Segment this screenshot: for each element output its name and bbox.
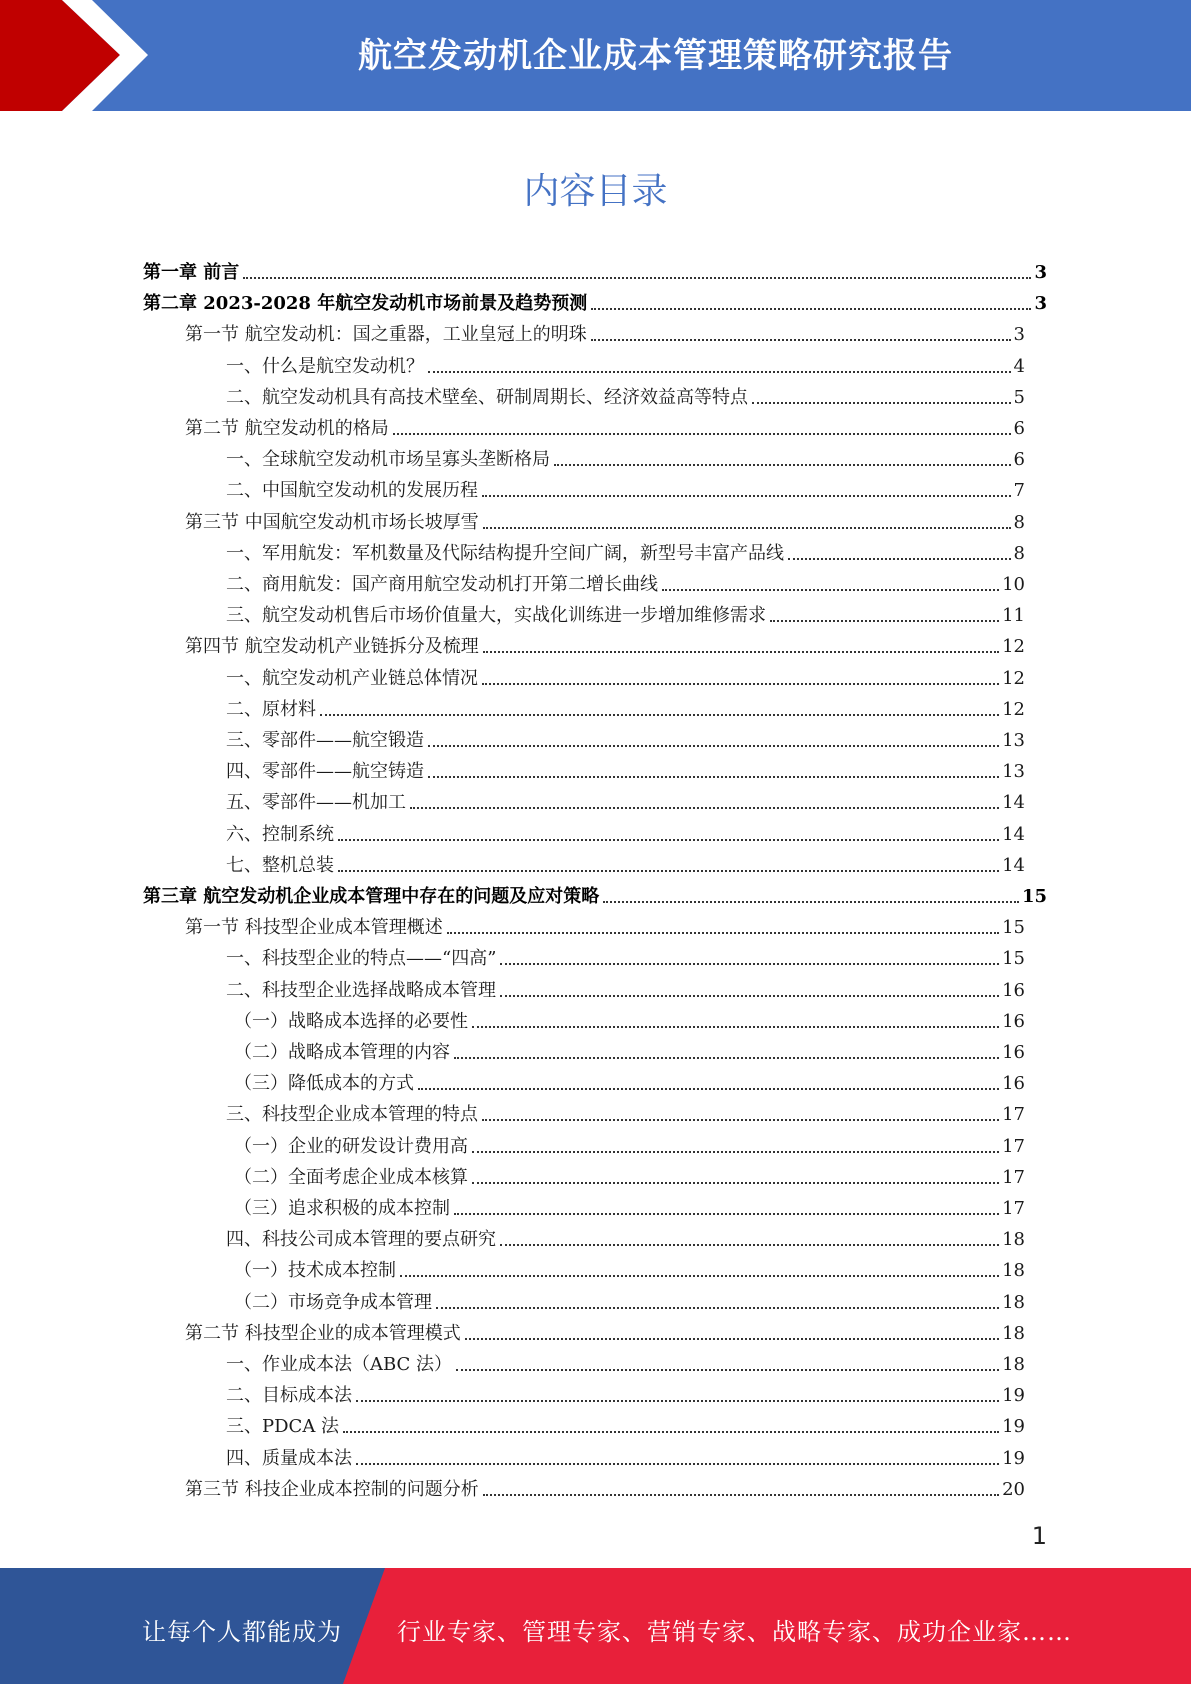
toc-section-row[interactable] xyxy=(226,783,1025,814)
toc-entry-title: （二）战略成本管理的内容 xyxy=(234,1042,450,1063)
toc-entry-page: 3 xyxy=(1013,324,1025,346)
toc-entry-page: 12 xyxy=(1002,667,1025,689)
toc-entry-title: 第四节 航空发动机产业链拆分及梳理 xyxy=(185,636,479,658)
toc-entry-page: 18 xyxy=(1002,1291,1025,1313)
toc-dot-leader xyxy=(500,995,999,997)
toc-heading: 内容目录 xyxy=(523,171,668,212)
toc-chapter-row[interactable] xyxy=(143,284,1047,315)
toc-entry-page: 11 xyxy=(1002,605,1025,627)
toc-section-row[interactable] xyxy=(226,690,1025,721)
toc-dot-leader xyxy=(243,277,1031,279)
toc-section-row[interactable] xyxy=(226,378,1025,409)
toc-section-row[interactable] xyxy=(234,1251,1025,1282)
toc-entry-page: 17 xyxy=(1002,1198,1025,1219)
toc-section-row[interactable] xyxy=(226,1220,1025,1251)
report-title: 航空发动机企业成本管理策略研究报告 xyxy=(358,36,953,76)
toc-section-row[interactable] xyxy=(226,534,1025,565)
page-number: 1 xyxy=(1031,1522,1047,1550)
toc-entry-title: 二、航空发动机具有高技术壁垒、研制周期长、经济效益高等特点 xyxy=(226,386,748,408)
header-banner xyxy=(0,0,1191,111)
toc-entry-page: 12 xyxy=(1002,636,1025,658)
toc-entry-title: （二）市场竞争成本管理 xyxy=(234,1291,432,1313)
toc-dot-leader xyxy=(436,1307,999,1309)
toc-dot-leader xyxy=(483,651,999,653)
toc-entry-title: （一）企业的研发设计费用高 xyxy=(234,1135,468,1157)
toc-dot-leader xyxy=(343,1431,999,1433)
toc-dot-leader xyxy=(770,620,999,622)
toc-dot-leader xyxy=(788,558,1011,560)
toc-entry-page: 15 xyxy=(1021,886,1047,907)
toc-entry-title: 第一节 航空发动机：国之重器，工业皇冠上的明珠 xyxy=(185,324,587,346)
toc-dot-leader xyxy=(454,1213,999,1215)
toc-entry-page: 3 xyxy=(1034,293,1047,315)
toc-dot-leader xyxy=(465,1338,999,1340)
toc-entry-page: 5 xyxy=(1013,386,1025,408)
toc-section-row[interactable] xyxy=(226,846,1025,877)
toc-section-row[interactable] xyxy=(226,1345,1025,1376)
toc-section-row[interactable] xyxy=(226,1407,1025,1438)
toc-entry-title: 第一章 前言 xyxy=(143,262,240,283)
toc-dot-leader xyxy=(752,402,1011,404)
toc-entry-page: 16 xyxy=(1002,1042,1025,1063)
toc-dot-leader xyxy=(356,1400,999,1402)
toc-entry-page: 15 xyxy=(1002,948,1025,970)
toc-dot-leader xyxy=(400,1275,999,1277)
toc-entry-page: 17 xyxy=(1002,1166,1025,1188)
toc-entry-title: 四、质量成本法 xyxy=(226,1447,352,1469)
toc-entry-page: 18 xyxy=(1002,1229,1025,1251)
toc-entry-title: 第三节 科技企业成本控制的问题分析 xyxy=(185,1478,479,1500)
toc-section-row[interactable] xyxy=(226,659,1025,690)
toc-dot-leader xyxy=(410,807,999,809)
toc-dot-leader xyxy=(454,1057,999,1059)
toc-dot-leader xyxy=(393,433,1011,435)
toc-dot-leader xyxy=(472,1026,999,1028)
footer-banner xyxy=(0,1568,1191,1684)
toc-entry-title: （三）追求积极的成本控制 xyxy=(234,1198,450,1219)
toc-dot-leader xyxy=(591,308,1031,310)
toc-entry-page: 3 xyxy=(1034,262,1047,283)
toc-entry-title: 七、整机总装 xyxy=(226,854,334,876)
toc-entry-title: 一、全球航空发动机市场呈寡头垄断格局 xyxy=(226,449,550,471)
toc-entry-title: 第三节 中国航空发动机市场长坡厚雪 xyxy=(185,511,479,533)
toc-entry-page: 10 xyxy=(1002,574,1025,595)
toc-section-row[interactable] xyxy=(226,815,1025,846)
toc-entry-title: 第二章 2023-2028 年航空发动机市场前景及趋势预测 xyxy=(143,293,588,315)
toc-entry-title: 四、零部件——航空铸造 xyxy=(226,761,424,783)
toc-entry-page: 14 xyxy=(1002,823,1025,845)
toc-dot-leader xyxy=(482,495,1011,497)
toc-section-row[interactable] xyxy=(234,1033,1025,1064)
toc-dot-leader xyxy=(662,589,999,591)
toc-entry-title: 四、科技公司成本管理的要点研究 xyxy=(226,1229,496,1251)
toc-dot-leader xyxy=(447,932,999,934)
toc-dot-leader xyxy=(428,371,1011,373)
toc-chapter-row[interactable] xyxy=(143,877,1047,908)
toc-dot-leader xyxy=(428,776,999,778)
toc-section-row[interactable] xyxy=(185,908,1025,939)
toc-entry-title: 第二节 航空发动机的格局 xyxy=(185,418,389,439)
toc-entry-title: 第三章 航空发动机企业成本管理中存在的问题及应对策略 xyxy=(143,886,600,907)
toc-entry-title: 六、控制系统 xyxy=(226,823,334,845)
toc-section-row[interactable] xyxy=(226,939,1025,970)
toc-entry-title: 五、零部件——机加工 xyxy=(226,792,406,814)
toc-entry-title: 二、原材料 xyxy=(226,698,316,720)
toc-dot-leader xyxy=(483,527,1011,529)
toc-entry-page: 18 xyxy=(1002,1260,1025,1282)
toc-entry-page: 18 xyxy=(1002,1354,1025,1375)
toc-entry-page: 8 xyxy=(1013,542,1025,564)
toc-dot-leader xyxy=(456,1369,999,1371)
toc-dot-leader xyxy=(428,745,999,747)
toc-entry-page: 6 xyxy=(1013,418,1025,439)
toc-entry-title: 第一节 科技型企业成本管理概述 xyxy=(185,917,443,939)
toc-dot-leader xyxy=(482,683,999,685)
toc-entry-title: 第二节 科技型企业的成本管理模式 xyxy=(185,1322,461,1344)
toc-entry-title: （一）技术成本控制 xyxy=(234,1260,396,1282)
toc-entry-title: 二、商用航发：国产商用航空发动机打开第二增长曲线 xyxy=(226,574,658,595)
toc-entry-page: 7 xyxy=(1013,480,1025,502)
toc-dot-leader xyxy=(483,1494,999,1496)
toc-chapter-row[interactable] xyxy=(143,253,1047,284)
toc-section-row[interactable] xyxy=(185,409,1025,440)
toc-section-row[interactable] xyxy=(226,1376,1025,1407)
toc-entry-title: 二、中国航空发动机的发展历程 xyxy=(226,480,478,502)
toc-entry-title: 一、什么是航空发动机？ xyxy=(226,355,424,377)
toc-dot-leader xyxy=(472,1182,999,1184)
toc-dot-leader xyxy=(418,1088,999,1090)
toc-entry-page: 6 xyxy=(1013,449,1025,471)
toc-entry-page: 4 xyxy=(1013,355,1025,377)
toc-section-row[interactable] xyxy=(185,315,1025,346)
toc-entry-title: 一、航空发动机产业链总体情况 xyxy=(226,667,478,689)
toc-entry-title: （三）降低成本的方式 xyxy=(234,1073,414,1095)
toc-entry-page: 19 xyxy=(1002,1385,1025,1407)
toc-entry-page: 16 xyxy=(1002,1073,1025,1095)
toc-entry-page: 16 xyxy=(1002,979,1025,1001)
toc-section-row[interactable] xyxy=(234,1189,1025,1220)
toc-entry-title: 一、军用航发：军机数量及代际结构提升空间广阔，新型号丰富产品线 xyxy=(226,542,784,564)
toc-entry-title: 三、零部件——航空锻造 xyxy=(226,730,424,751)
toc-section-row[interactable] xyxy=(234,1283,1025,1314)
toc-entry-page: 19 xyxy=(1002,1447,1025,1469)
toc-dot-leader xyxy=(320,714,999,716)
toc-section-row[interactable] xyxy=(185,1314,1025,1345)
toc-entry-title: 三、PDCA 法 xyxy=(226,1416,340,1438)
toc-entry-title: （二）全面考虑企业成本核算 xyxy=(234,1166,468,1188)
toc-section-row[interactable] xyxy=(226,752,1025,783)
toc-entry-page: 12 xyxy=(1002,698,1025,720)
toc-dot-leader xyxy=(591,339,1011,341)
toc-section-row[interactable] xyxy=(226,1095,1025,1126)
toc-entry-page: 16 xyxy=(1002,1010,1025,1032)
toc-entry-page: 8 xyxy=(1013,511,1025,533)
toc-dot-leader xyxy=(603,901,1019,903)
footer-slogan-left: 让每个人都能成为 xyxy=(142,1618,342,1646)
toc-dot-leader xyxy=(472,1151,999,1153)
toc-entry-page: 20 xyxy=(1002,1478,1025,1500)
footer-slogan-right: 行业专家、管理专家、营销专家、战略专家、成功企业家…… xyxy=(397,1618,1072,1646)
toc-entry-page: 13 xyxy=(1002,761,1025,783)
toc-section-row[interactable] xyxy=(226,565,1025,596)
toc-section-row[interactable] xyxy=(234,1127,1025,1158)
toc-entry-page: 19 xyxy=(1002,1416,1025,1438)
toc-entry-title: （一）战略成本选择的必要性 xyxy=(234,1010,468,1032)
toc-section-row[interactable] xyxy=(234,1064,1025,1095)
toc-section-row[interactable] xyxy=(226,721,1025,752)
toc-section-row[interactable] xyxy=(226,971,1025,1002)
toc-dot-leader xyxy=(500,963,999,965)
toc-entry-page: 14 xyxy=(1002,792,1025,814)
toc-entry-title: 二、科技型企业选择战略成本管理 xyxy=(226,979,496,1001)
toc-dot-leader xyxy=(500,1244,999,1246)
toc-section-row[interactable] xyxy=(226,596,1025,627)
toc-dot-leader xyxy=(554,464,1011,466)
toc-section-row[interactable] xyxy=(234,1002,1025,1033)
toc-section-row[interactable] xyxy=(226,347,1025,378)
toc-dot-leader xyxy=(338,839,999,841)
toc-entry-page: 14 xyxy=(1002,854,1025,876)
toc-entry-page: 17 xyxy=(1002,1104,1025,1126)
toc-entry-title: 二、目标成本法 xyxy=(226,1385,352,1407)
toc-entry-page: 15 xyxy=(1002,917,1025,939)
toc-section-row[interactable] xyxy=(185,1470,1025,1501)
toc-section-row[interactable] xyxy=(185,503,1025,534)
toc-section-row[interactable] xyxy=(226,1439,1025,1470)
toc-entry-page: 17 xyxy=(1002,1135,1025,1157)
toc-entry-page: 13 xyxy=(1002,730,1025,751)
toc-entry-page: 18 xyxy=(1002,1322,1025,1344)
toc-dot-leader xyxy=(338,870,999,872)
toc-entry-title: 一、科技型企业的特点——“四高” xyxy=(226,948,497,970)
toc-entry-title: 三、科技型企业成本管理的特点 xyxy=(226,1104,478,1126)
toc-entry-title: 三、航空发动机售后市场价值量大，实战化训练进一步增加维修需求 xyxy=(226,605,766,627)
toc-dot-leader xyxy=(482,1119,999,1121)
toc-section-row[interactable] xyxy=(226,471,1025,502)
toc-section-row[interactable] xyxy=(234,1158,1025,1189)
toc-dot-leader xyxy=(356,1463,999,1465)
toc-section-row[interactable] xyxy=(226,440,1025,471)
toc-entry-title: 一、作业成本法（ABC 法） xyxy=(226,1354,453,1375)
toc-section-row[interactable] xyxy=(185,627,1025,658)
